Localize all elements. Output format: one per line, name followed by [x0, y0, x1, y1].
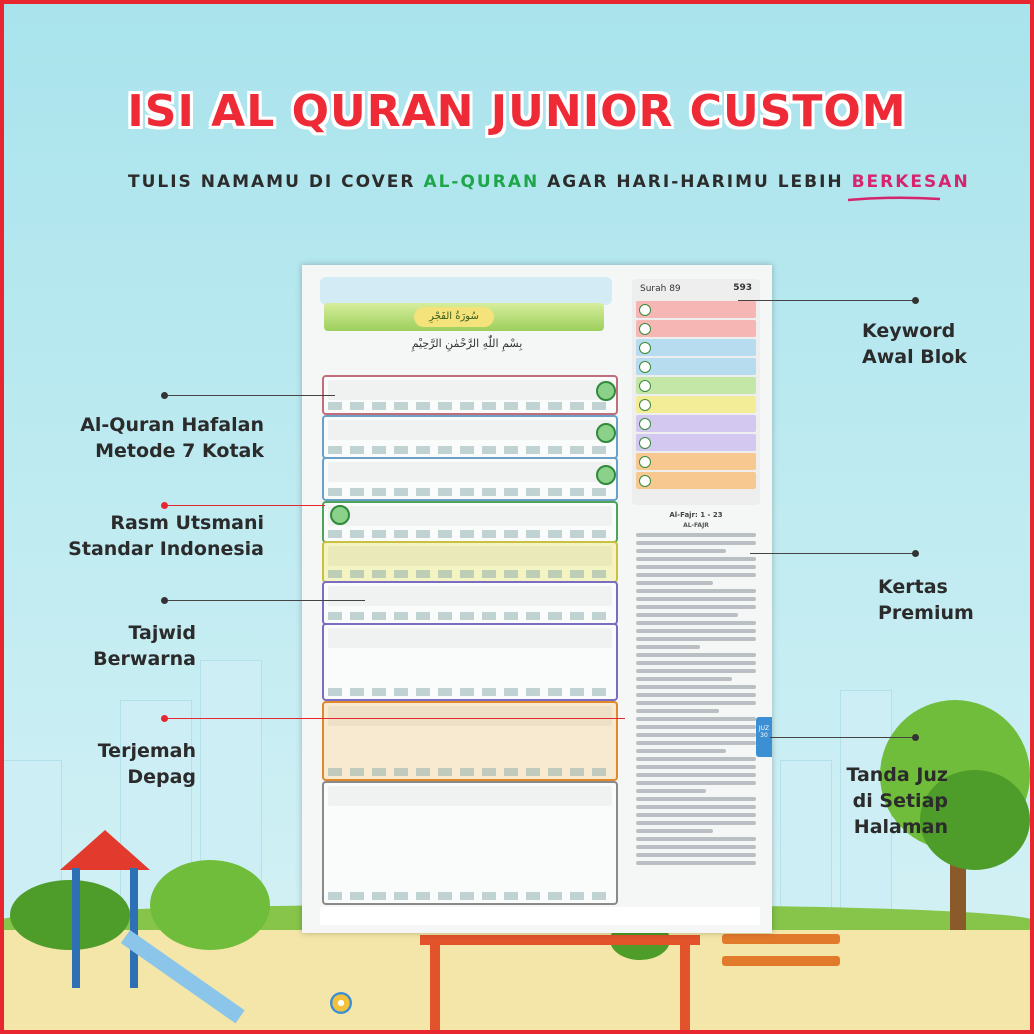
subtitle-highlight-quran: AL-QURAN — [423, 172, 540, 192]
arabic-line — [328, 628, 612, 648]
arabic-line — [328, 380, 612, 400]
callout-text: Halaman — [853, 816, 948, 838]
keyword-row — [636, 472, 756, 489]
tree-crown — [150, 860, 270, 950]
ayah-number — [596, 423, 616, 443]
tajwid-legend — [320, 907, 760, 925]
callout-text: Berwarna — [93, 648, 196, 670]
keyword-marker — [639, 418, 651, 430]
main-title: ISI AL QURAN JUNIOR CUSTOM — [127, 86, 907, 137]
callout-terjemah — [98, 738, 196, 790]
subtitle — [128, 172, 970, 192]
subtitle-highlight-berkesan: BERKESAN — [851, 172, 970, 192]
ayah-number — [596, 381, 616, 401]
verse-block — [322, 781, 618, 905]
verse-block — [322, 541, 618, 583]
leader-line — [165, 395, 335, 396]
callout-juz — [846, 762, 948, 840]
sidebar-header — [632, 279, 760, 299]
leader-dot — [161, 392, 168, 399]
ayah-number — [596, 465, 616, 485]
translation-line — [328, 768, 612, 776]
keyword-row — [636, 320, 756, 337]
keyword-row — [636, 339, 756, 356]
swing-frame — [420, 935, 700, 945]
translation-line — [328, 892, 612, 900]
keyword-row — [636, 415, 756, 432]
callout-text: Premium — [878, 602, 974, 624]
callout-text: Tanda Juz — [846, 764, 948, 786]
callout-text: Al-Quran Hafalan — [80, 414, 264, 436]
page-header — [320, 277, 612, 305]
leader-line — [770, 737, 916, 738]
callout-text: Rasm Utsmani — [110, 512, 264, 534]
keyword-row — [636, 358, 756, 375]
leader-dot — [161, 715, 168, 722]
leader-line — [165, 505, 325, 506]
translation-line — [328, 688, 612, 696]
callout-text: Metode 7 Kotak — [95, 440, 264, 462]
callout-hafalan — [80, 412, 264, 464]
keyword-marker — [639, 456, 651, 468]
leader-dot — [912, 550, 919, 557]
arabic-line — [328, 506, 612, 526]
leader-line — [750, 553, 916, 554]
callout-text: Keyword — [862, 320, 956, 342]
surah-title: سُورَةُ الفَجْرِ — [414, 307, 494, 327]
callout-tajwid — [93, 620, 196, 672]
leader-line — [165, 600, 365, 601]
bench — [722, 934, 840, 944]
callout-text: Tajwid — [128, 622, 196, 644]
callout-text: Terjemah — [97, 740, 196, 762]
translation-line — [328, 530, 612, 538]
arabic-line — [328, 546, 612, 566]
slide-tower — [72, 868, 138, 988]
verse-block — [322, 581, 618, 625]
underline-swoosh — [846, 196, 942, 202]
leader-dot — [161, 597, 168, 604]
arabic-line — [328, 786, 612, 806]
subtitle-text: AGAR HARI-HARIMU LEBIH — [539, 172, 852, 192]
arabic-line — [328, 420, 612, 440]
ayah-number — [330, 505, 350, 525]
callout-text: Depag — [127, 766, 196, 788]
arabic-line — [328, 462, 612, 482]
juz-tab: JUZ 30 — [756, 717, 772, 757]
keyword-row — [636, 396, 756, 413]
keyword-marker — [639, 304, 651, 316]
leader-dot — [912, 297, 919, 304]
arabic-line — [328, 586, 612, 606]
keyword-marker — [639, 323, 651, 335]
verse-block — [322, 457, 618, 501]
callout-text: Standar Indonesia — [68, 538, 264, 560]
keyword-marker — [639, 380, 651, 392]
translation-line — [328, 446, 612, 454]
verse-block — [322, 701, 618, 781]
verse-block — [322, 415, 618, 459]
callout-text: Kertas — [878, 576, 948, 598]
keyword-marker — [639, 399, 651, 411]
callout-text: di Setiap — [852, 790, 948, 812]
verse-block — [322, 501, 618, 543]
callout-text: Awal Blok — [862, 346, 967, 368]
swing-post — [430, 935, 440, 1034]
keyword-sidebar — [632, 279, 760, 505]
ball — [330, 992, 352, 1014]
leader-dot — [912, 734, 919, 741]
verse-block — [322, 623, 618, 701]
translation-line — [328, 488, 612, 496]
bench — [722, 956, 840, 966]
translation-column — [632, 511, 760, 911]
translation-line — [328, 612, 612, 620]
keyword-row — [636, 453, 756, 470]
quran-page-preview — [302, 265, 772, 933]
keyword-marker — [639, 361, 651, 373]
basmalah: بِسْمِ اللّٰهِ الرَّحْمٰنِ الرَّحِيْمِ — [411, 337, 523, 350]
translation-line — [328, 570, 612, 578]
callout-rasm — [68, 510, 264, 562]
page-number: 593 — [733, 283, 752, 293]
translation-subheading: AL-FAJR — [683, 522, 709, 529]
keyword-marker — [639, 437, 651, 449]
arabic-line — [328, 706, 612, 726]
verse-block — [322, 375, 618, 415]
callout-kertas — [878, 574, 974, 626]
subtitle-text: TULIS NAMAMU DI COVER — [128, 172, 424, 192]
callout-keyword — [862, 318, 967, 370]
keyword-row — [636, 301, 756, 318]
ground — [0, 930, 1034, 1034]
keyword-marker — [639, 475, 651, 487]
translation-line — [328, 402, 612, 410]
keyword-row — [636, 377, 756, 394]
keyword-row — [636, 434, 756, 451]
swing-post — [680, 935, 690, 1034]
keyword-marker — [639, 342, 651, 354]
leader-line — [165, 718, 625, 719]
translation-heading: Al-Fajr: 1 - 23 — [669, 511, 723, 519]
sidebar-surah: Surah 89 — [640, 284, 681, 294]
leader-dot — [161, 502, 168, 509]
leader-line — [738, 300, 916, 301]
